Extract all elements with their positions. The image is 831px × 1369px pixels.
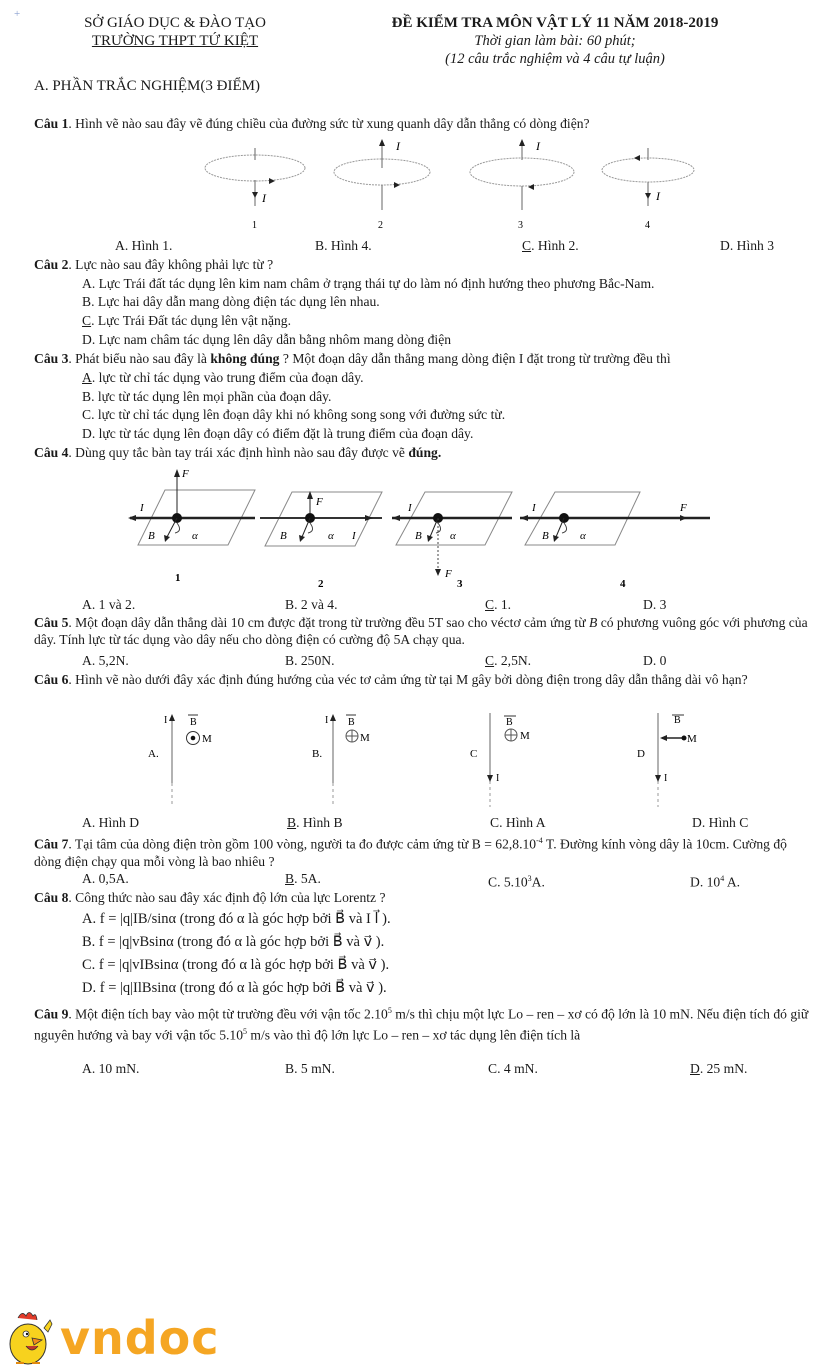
angle-label: α (328, 530, 334, 542)
question-text: . Tại tâm của dòng điện tròn gồm 100 vòng, người ta đo được cảm ứng từ B = 62,8.10 (68, 836, 537, 852)
option-key: A (82, 1061, 92, 1076)
option-text: . 3 (652, 597, 667, 612)
q1-option-a[interactable] (115, 237, 172, 254)
option-key: A (115, 238, 125, 253)
field-label: B (280, 530, 287, 542)
figure-3 (392, 492, 512, 590)
option-text: . f = |q|vBsinα (trong đó α là góc hợp bởi B⃗ và v⃗ ). (91, 934, 385, 950)
q5-option-d[interactable] (643, 652, 666, 669)
question-9 (34, 1002, 819, 1043)
figure-letter: A. (148, 748, 159, 760)
question-7 (34, 832, 814, 870)
q2-option-d[interactable] (82, 331, 451, 348)
question-text: . Lực nào sau đây không phải lực từ ? (68, 257, 274, 272)
question-text: . Phát biểu nào sau đây là (68, 351, 211, 366)
angle-label: α (192, 530, 198, 542)
school-name: TRƯỜNG THPT TỨ KIỆT (91, 33, 259, 49)
option-key: B (315, 238, 325, 253)
question-8 (34, 889, 386, 906)
figure-4 (520, 492, 710, 590)
school-header (60, 14, 290, 50)
force-label: F (680, 502, 687, 514)
corner-mark: + (14, 8, 21, 20)
question-text: . Dùng quy tắc bàn tay trái xác định hình nào sau đây được vẽ (68, 445, 409, 460)
q9-option-b[interactable] (285, 1060, 335, 1077)
q4-figures (120, 465, 720, 595)
option-key-answer: C (522, 238, 532, 253)
question-text: . Công thức nào sau đây xác định độ lớn của lực Lorentz ? (68, 890, 386, 905)
q3-option-c[interactable] (82, 406, 505, 423)
figure-letter: D (637, 748, 645, 760)
figure-2 (334, 139, 430, 231)
field-label: B (348, 717, 355, 728)
section-title: A. PHẦN TRẮC NGHIỆM(3 ĐIỂM) (34, 78, 260, 94)
current-label: I (656, 189, 660, 203)
option-text: . Lực Trái Đất tác dụng lên vật nặng. (91, 313, 291, 328)
option-text: . Hình A (499, 815, 546, 830)
option-text: . 10 (699, 874, 721, 890)
figure-c (470, 713, 530, 807)
question-text: . Hình vẽ nào dưới đây xác định đúng hướng của véc tơ cảm ứng từ tại M gây bởi dòng điện trong dây dẫn thẳng dài vô hạn? (68, 672, 748, 687)
q4-option-b[interactable] (285, 596, 338, 613)
option-text: . f = |q|IB/sinα (trong đó α là góc hợp bởi B⃗ và I l⃗ ). (92, 911, 391, 927)
figure-2 (260, 491, 382, 590)
figure-number: 2 (318, 578, 324, 590)
current-label: I (496, 773, 500, 784)
option-text: . Lực Trái đất tác dụng lên kim nam châm ở trạng thái tự do làm nó định hướng theo phương Bắc-Nam. (91, 276, 655, 291)
option-text: . lực từ chỉ tác dụng lên đoạn dây khi nó không song song với đường sức từ. (91, 407, 506, 422)
q2-option-c[interactable] (82, 312, 291, 329)
option-key: D (82, 980, 93, 996)
figure-number: 3 (518, 220, 523, 231)
question-label: Câu 1 (34, 116, 69, 131)
force-label: F (182, 468, 189, 480)
option-text: . f = |q|IlBsinα (trong đó α là góc hợp bởi B⃗ và v⃗ ). (92, 980, 387, 996)
question-label: Câu 4 (34, 445, 69, 460)
q5-option-b[interactable] (285, 652, 334, 669)
q3-option-d[interactable] (82, 425, 473, 442)
option-key: B (285, 1061, 295, 1076)
option-text: . 25 mN. (699, 1061, 748, 1076)
option-key: C (82, 407, 92, 422)
option-key-answer: B (285, 871, 295, 886)
option-key: D (643, 653, 653, 668)
figure-number: 1 (252, 220, 257, 231)
logo-wordmark: vndoc (60, 1311, 220, 1365)
q1-option-b[interactable] (315, 237, 372, 254)
option-key: B (285, 597, 295, 612)
current-label: I (262, 191, 266, 205)
option-key: D (692, 815, 702, 830)
force-label: F (316, 496, 323, 508)
option-text: . 1. (494, 597, 512, 612)
field-label: B (674, 715, 681, 726)
current-label: I (325, 715, 329, 726)
q4-option-d[interactable] (643, 596, 666, 613)
question-2 (34, 256, 273, 273)
force-label: F (445, 568, 452, 580)
exam-title: ĐỀ KIỂM TRA MÔN VẬT LÝ 11 NĂM 2018-2019 (391, 15, 719, 31)
q1-option-d[interactable] (720, 237, 774, 254)
exam-time: Thời gian làm bài: 60 phút; (474, 33, 636, 49)
option-text: . 0,5A. (91, 871, 129, 886)
question-text: có phương vuông góc với phương của dây. Tính lực từ tác dụng vào dây nếu cho dòng điện có cường độ 5A chạy qua. (34, 615, 808, 647)
question-text: . Hình vẽ nào sau đây vẽ đúng chiều của đường sức từ xung quanh dây dẫn thẳng có dòng điện? (68, 116, 590, 131)
question-label: Câu 5 (34, 615, 69, 630)
option-key: C (490, 815, 500, 830)
option-key: A (82, 597, 92, 612)
figure-number: 1 (175, 572, 181, 584)
current-label: I (164, 715, 168, 726)
option-text: . 2,5N. (494, 653, 532, 668)
option-key: D (82, 426, 92, 441)
option-text: . lực từ chỉ tác dụng vào trung điểm của đoạn dây. (91, 370, 364, 385)
question-text: m/s vào thì độ lớn lực Lo – ren – xơ tác dụng lên điện tích là (247, 1027, 581, 1043)
option-key: D (82, 332, 92, 347)
current-label: I (408, 502, 412, 514)
exam-note: (12 câu trắc nghiệm và 4 câu tự luận) (445, 51, 665, 67)
figure-4 (602, 148, 694, 231)
question-6 (34, 671, 814, 688)
q5-option-c[interactable] (485, 652, 531, 669)
option-key: A (82, 653, 92, 668)
exponent: 5 (243, 1026, 247, 1036)
question-4 (34, 444, 441, 461)
angle-label: α (580, 530, 586, 542)
option-key-answer: D (690, 1061, 700, 1076)
field-label: B (415, 530, 422, 542)
option-text: . Hình 4. (324, 238, 372, 253)
question-text: ? Một đoạn dây dẫn thẳng mang dòng điện I đặt trong từ trường đều thì (279, 351, 671, 366)
figure-1 (128, 468, 255, 584)
option-text: . lực từ tác dụng lên mọi phần của đoạn dây. (91, 389, 332, 404)
exponent: -4 (536, 836, 543, 845)
current-label: I (664, 773, 668, 784)
option-text: . Hình C (701, 815, 749, 830)
department-name: SỞ GIÁO DỤC & ĐÀO TẠO (84, 15, 266, 31)
option-key: A (82, 911, 93, 927)
figure-a (148, 714, 212, 807)
q6-option-b[interactable] (287, 814, 343, 831)
q7-option-a[interactable] (82, 870, 129, 887)
question-5 (34, 614, 814, 648)
option-key-answer: C (485, 597, 495, 612)
figure-letter: C (470, 748, 478, 760)
q1-figures (190, 130, 710, 235)
q6-option-c[interactable] (490, 814, 546, 831)
question-label: Câu 9 (34, 1006, 69, 1022)
option-text: A. (724, 874, 741, 890)
option-text: . Hình B (296, 815, 343, 830)
q6-option-a[interactable] (82, 814, 139, 831)
option-key: C (82, 957, 92, 973)
q6-figures (140, 705, 720, 810)
q8-option-c[interactable] (82, 957, 389, 974)
option-text: . 5.10 (497, 874, 528, 890)
option-key-answer: C (485, 653, 495, 668)
figure-number: 3 (457, 578, 463, 590)
option-text: . f = |q|vIBsinα (trong đó α là góc hợp bởi B⃗ và v⃗ ). (91, 957, 390, 973)
option-key: A (82, 276, 92, 291)
option-text: . Hình D (91, 815, 140, 830)
question-text: m/s thì chịu một lực Lo – ren – xơ có độ lớn là 10 mN. Nếu điện tích đó giữ nguyên hướng và bay với vận tốc 5.10 (34, 1006, 809, 1043)
q4-option-c[interactable] (485, 596, 511, 613)
question-emphasis: không đúng (210, 351, 280, 366)
option-key: D (643, 597, 653, 612)
option-text: . lực từ tác dụng lên đoạn dây có điểm đặt là trung điểm của đoạn dây. (91, 426, 474, 441)
option-text: . 4 mN. (497, 1061, 538, 1076)
angle-label: α (450, 530, 456, 542)
current-label: I (396, 139, 400, 153)
q1-option-c[interactable] (522, 237, 579, 254)
option-key-answer: A (82, 370, 92, 385)
q8-option-a[interactable] (82, 911, 391, 928)
option-key-answer: C (82, 313, 92, 328)
field-label: B (542, 530, 549, 542)
q6-option-d[interactable] (692, 814, 748, 831)
field-label: B (190, 717, 197, 728)
question-3 (34, 350, 671, 367)
q2-option-a[interactable] (82, 275, 654, 292)
q4-option-a[interactable] (82, 596, 135, 613)
point-label: M (520, 730, 530, 742)
current-label: I (536, 139, 540, 153)
figure-number: 4 (645, 220, 650, 231)
q5-option-a[interactable] (82, 652, 129, 669)
question-label: Câu 6 (34, 672, 69, 687)
q3-option-b[interactable] (82, 388, 331, 405)
current-label: I (352, 530, 356, 542)
option-key: D (720, 238, 730, 253)
q9-option-c[interactable] (488, 1060, 538, 1077)
option-key: A (82, 815, 92, 830)
exponent: 5 (387, 1006, 392, 1015)
exponent: 3 (527, 874, 532, 883)
option-text: . 250N. (294, 653, 335, 668)
option-key: C (488, 874, 498, 890)
chicken-mascot-icon (4, 1308, 56, 1368)
option-text: A. (531, 874, 545, 890)
question-label: Câu 3 (34, 351, 69, 366)
current-label: I (532, 502, 536, 514)
option-text: . 5 mN. (294, 1061, 335, 1076)
point-label: M (360, 732, 370, 744)
option-text: . Hình 1. (124, 238, 173, 253)
q8-option-d[interactable] (82, 980, 387, 997)
option-key: A (82, 871, 92, 886)
option-text: . Hình 2. (531, 238, 579, 253)
field-label: B (506, 717, 513, 728)
option-text: . Lực nam châm tác dụng lên dây dẫn bằng nhôm mang dòng điện (91, 332, 452, 347)
option-key: D (690, 874, 700, 890)
point-label: M (202, 733, 212, 745)
current-label: I (140, 502, 144, 514)
question-text: T. Đường kính vòng dây là 10cm. Cường độ dòng điện chạy qua mỗi vòng là bao nhiêu ? (34, 836, 787, 869)
option-key: B (82, 934, 92, 950)
question-label: Câu 7 (34, 836, 69, 852)
option-text: . 2 và 4. (294, 597, 338, 612)
question-text: . Một đoạn dây dẫn thẳng dài 10 cm được đặt trong từ trường đều 5T sao cho véctơ cảm ứng từ (68, 615, 589, 630)
figure-b (312, 714, 370, 807)
vndoc-logo[interactable] (4, 1308, 224, 1368)
option-key: B (82, 389, 92, 404)
field-label: B (148, 530, 155, 542)
figure-d (637, 713, 697, 807)
question-label: Câu 2 (34, 257, 69, 272)
exponent: 4 (720, 874, 725, 883)
figure-letter: B. (312, 748, 323, 760)
q8-option-b[interactable] (82, 934, 384, 951)
option-key-answer: B (287, 815, 297, 830)
option-key: B (82, 294, 92, 309)
q7-option-d[interactable] (690, 870, 740, 891)
point-label: M (687, 733, 697, 745)
option-text: . 0 (652, 653, 667, 668)
option-text: . 5A. (294, 871, 321, 886)
q3-option-a[interactable] (82, 369, 364, 386)
question-emphasis: đúng. (408, 445, 442, 460)
vector-symbol: B (588, 615, 598, 630)
option-text: . 5,2N. (91, 653, 129, 668)
exam-header (320, 14, 790, 68)
option-key: C (488, 1061, 498, 1076)
option-text: . 10 mN. (91, 1061, 140, 1076)
option-text: . Lực hai dây dẫn mang dòng điện tác dụng lên nhau. (91, 294, 380, 309)
figure-3 (470, 139, 574, 231)
q9-option-a[interactable] (82, 1060, 139, 1077)
option-key: B (285, 653, 295, 668)
figure-number: 4 (620, 578, 626, 590)
figure-1 (205, 148, 305, 231)
q7-option-c[interactable] (488, 870, 545, 891)
q9-option-d[interactable] (690, 1060, 747, 1077)
option-text: . Hình 3 (729, 238, 775, 253)
question-label: Câu 8 (34, 890, 69, 905)
q2-option-b[interactable] (82, 293, 380, 310)
q7-option-b[interactable] (285, 870, 321, 887)
question-text: . Một điện tích bay vào một từ trường đều với vận tốc 2.10 (68, 1006, 388, 1022)
figure-number: 2 (378, 220, 383, 231)
option-text: . 1 và 2. (91, 597, 136, 612)
